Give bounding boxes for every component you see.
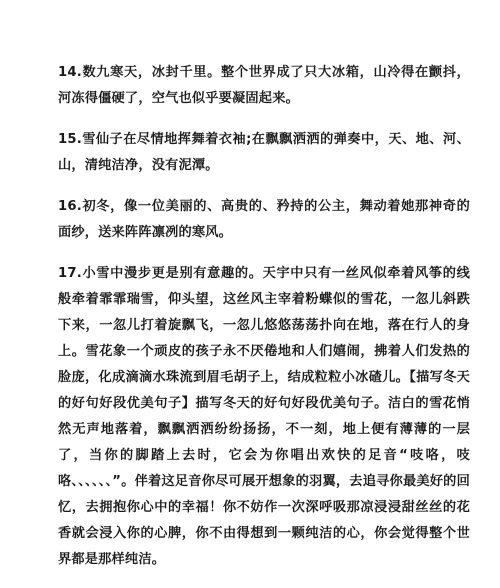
paragraph-number: 14. [58,65,82,80]
paragraph-text: 初冬，像一位美丽的、高贵的、矜持的公主，舞动着她那神奇的面纱，送来阵阵凛冽的寒风。 [58,199,470,240]
paragraph-16 [58,194,470,246]
paragraph-17 [58,261,470,573]
article-body [58,60,470,588]
paragraph-14 [58,60,470,112]
paragraph-number: 17. [58,266,82,281]
paragraph-text: 数九寒天，冰封千里。整个世界成了只大冰箱，山冷得在颤抖，河冻得僵硬了，空气也似乎要凝固起来。 [58,65,470,106]
paragraph-number: 15. [58,132,82,147]
paragraph-15 [58,127,470,179]
paragraph-number: 16. [58,199,82,214]
paragraph-text: 雪仙子在尽情地挥舞着衣袖;在飘飘洒洒的弹奏中，天、地、河、山，清纯洁净，没有泥潭。 [58,132,470,173]
paragraph-text: 小雪中漫步更是别有意趣的。天宇中只有一丝风似牵着风筝的线般牵着霏霏瑞雪，仰头望，这丝风主宰着粉蝶似的雪花，一忽儿斜跌下来，一忽儿打着旋飘飞，一忽儿悠悠荡荡扑向在地，落在行人的身上。雪花象一个顽皮的孩子永不厌倦地和人们嬉闹，拂着人们发热的脸庞，化成滴滴水珠流到眉毛胡子上，结成粒粒小冰碴儿。【描写冬天的好句好段优美句子】描写冬天的好句好段优美句子。洁白的雪花悄然无声地落着，飘飘洒洒纷纷扬扬，不一刻，地上便有薄薄的一层了，当你的脚踏上去时，它会为你唱出欢快的足音“吱咯，吱咯、、、、、、”。伴着这足音你尽可展开想象的羽翼，去追寻你最美好的回忆，去拥抱你心中的幸福！你不妨作一次深呼吸那凉浸浸甜丝丝的花香就会浸入你的心脾，你不由得想到一颗纯洁的心，你会觉得整个世界都是那样纯洁。 [58,266,470,567]
